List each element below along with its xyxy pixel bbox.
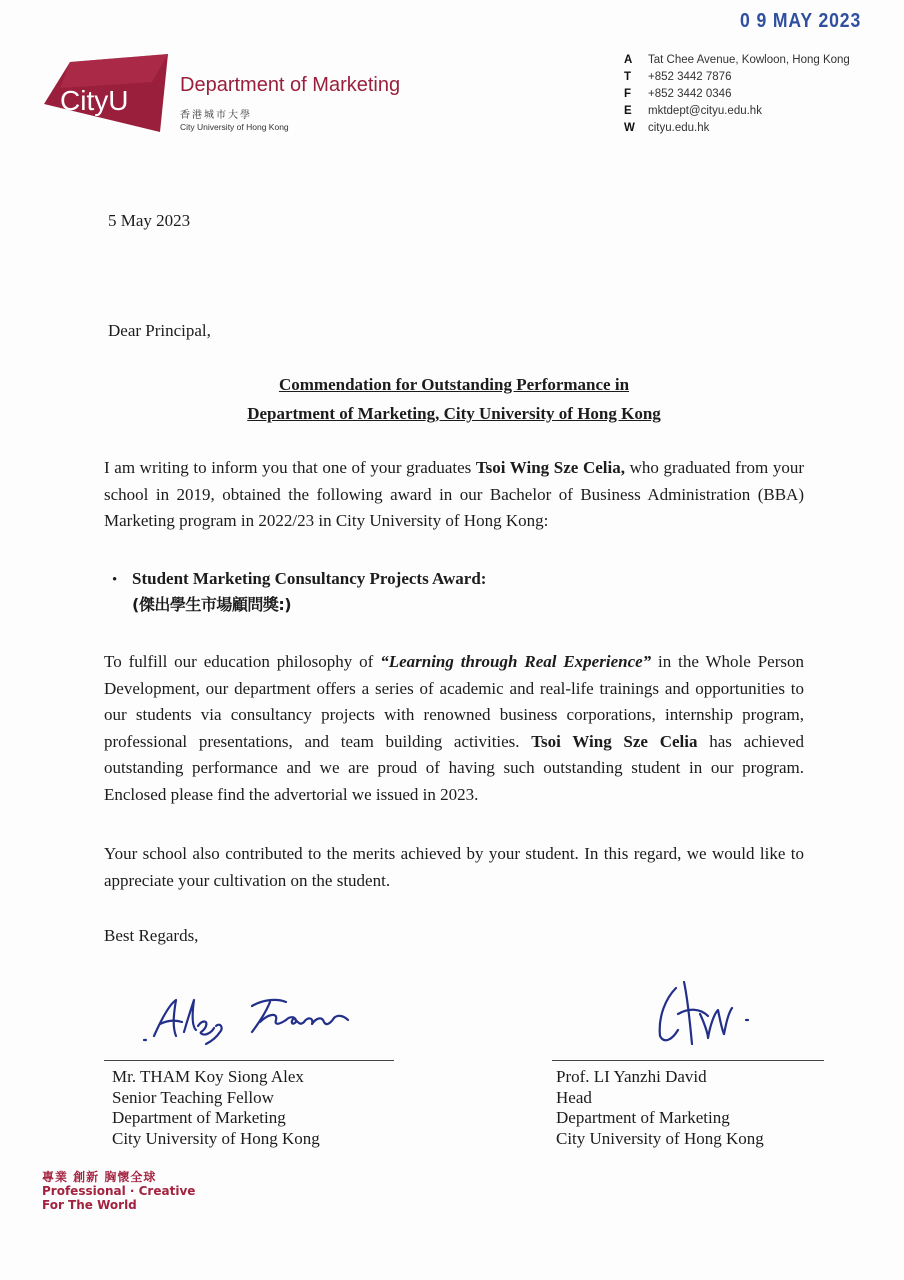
signatory-department: Department of Marketing <box>556 1108 730 1127</box>
university-name-en: City University of Hong Kong <box>180 122 289 132</box>
paragraph-appreciation <box>104 841 804 894</box>
student-name: Tsoi Wing Sze Celia, <box>475 458 625 477</box>
signatory-name: Mr. THAM Koy Siong Alex <box>112 1067 304 1086</box>
contact-value: +852 3442 0346 <box>648 88 732 100</box>
contact-value: +852 3442 7876 <box>648 71 732 83</box>
signature-li <box>648 974 758 1054</box>
contact-website <box>624 120 850 137</box>
signatory-title: Senior Teaching Fellow <box>112 1087 274 1107</box>
contact-key: E <box>624 105 632 117</box>
university-name-zh: 香港城市大學 <box>180 110 252 121</box>
slogan-en-1: Professional · Creative <box>42 1184 196 1198</box>
text: Your school also contributed to the merits achieved by your student. In this regard, we would like to appreciate your cultivation on the student. <box>104 844 804 890</box>
paragraph-award-intro <box>104 455 804 535</box>
slogan-zh: 專業 創新 胸懷全球 <box>42 1170 157 1184</box>
contact-address <box>624 52 850 69</box>
text: I am writing to inform you that one of your graduates <box>104 458 476 477</box>
contact-value: cityu.edu.hk <box>648 122 710 134</box>
closing: Best Regards, <box>104 926 199 945</box>
contact-value: mktdept@cityu.edu.hk <box>648 105 762 117</box>
slogan-en-2: For The World <box>42 1198 137 1212</box>
signatory-li <box>556 1067 764 1149</box>
contact-fax <box>624 86 850 103</box>
department-name: Department of Marketing <box>180 74 401 96</box>
paragraph-philosophy <box>104 649 804 808</box>
received-date-stamp: 0 9 MAY 2023 <box>740 10 862 32</box>
text: in the Whole Person Development, our department offers a series of academic and real-life trainings and opportunities to our students via consultancy projects with renowned business corporations, internship program, professional presentations, and team building activities. <box>104 652 804 751</box>
contact-telephone <box>624 69 850 86</box>
text: To fulfill our education philosophy of <box>104 652 381 671</box>
signatory-department: Department of Marketing <box>112 1108 286 1127</box>
signatory-university: City University of Hong Kong <box>556 1128 764 1148</box>
award-title-zh: (傑出學生市場顧問獎:) <box>132 595 292 614</box>
cityu-logo <box>40 52 180 134</box>
bullet-icon: • <box>112 572 118 588</box>
signatory-university: City University of Hong Kong <box>112 1128 320 1148</box>
signatory-tham <box>112 1067 320 1149</box>
contact-key: F <box>624 88 632 100</box>
contact-email <box>624 103 850 120</box>
letter-date: 5 May 2023 <box>108 211 191 230</box>
student-name: Tsoi Wing Sze Celia <box>531 731 698 751</box>
salutation: Dear Principal, <box>108 321 211 340</box>
logo-wordmark: CityU <box>60 85 129 116</box>
signatory-title: Head <box>556 1087 592 1107</box>
contact-key: A <box>624 54 633 66</box>
contact-key: T <box>624 71 632 83</box>
motto: “Learning through Real Experience” <box>380 652 652 671</box>
award-title: Student Marketing Consultancy Projects Award: <box>132 569 487 588</box>
contact-details <box>624 52 850 137</box>
text: who graduated from your school in 2019, obtained the following award in our Bachelor of Business Administration (BBA) Marketing program in 2022/23 in City University of Hong Kong: <box>104 458 804 530</box>
signature-line <box>552 1060 824 1061</box>
footer-slogan <box>42 1170 195 1212</box>
subject-line-2: Department of Marketing, City University of Hong Kong <box>247 404 661 423</box>
signature-line <box>104 1060 394 1061</box>
contact-value: Tat Chee Avenue, Kowloon, Hong Kong <box>648 54 850 66</box>
signature-tham <box>140 988 360 1048</box>
text: has achieved outstanding performance and we are proud of having such outstanding student in our program. Enclosed please find the advertorial we issued in 2023. <box>104 731 804 804</box>
subject-line-1: Commendation for Outstanding Performance in <box>278 375 630 394</box>
contact-key: W <box>624 122 635 134</box>
signatory-name: Prof. LI Yanzhi David <box>556 1067 707 1086</box>
